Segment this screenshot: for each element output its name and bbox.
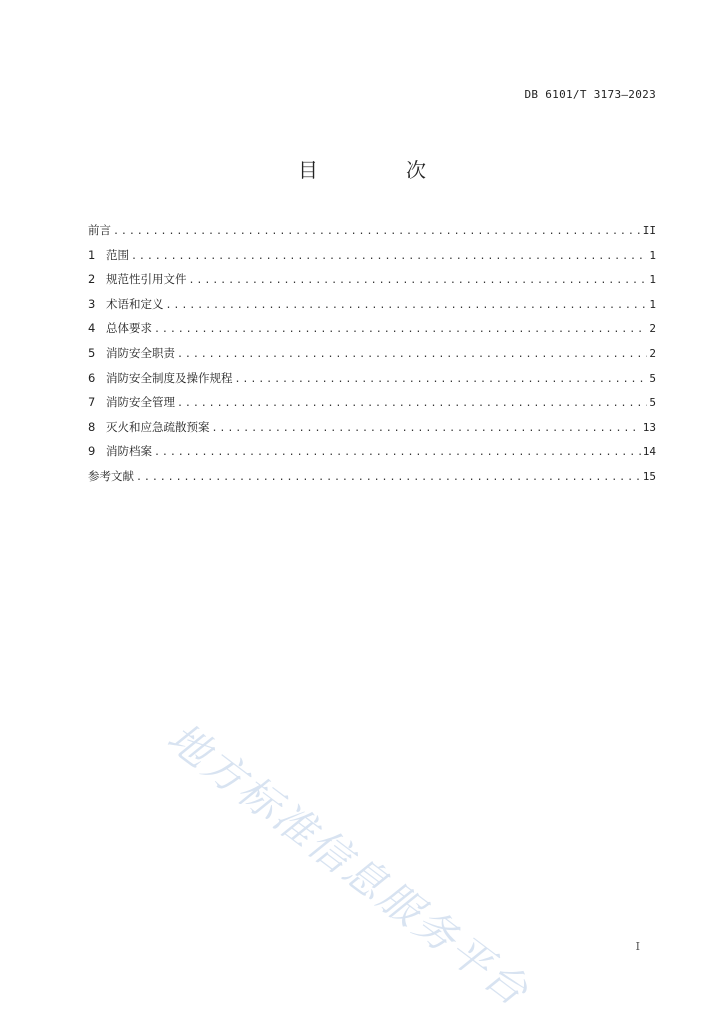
toc-label: 消防安全管理 xyxy=(106,395,175,410)
toc-entry-9[interactable] xyxy=(88,439,656,464)
page-number: I xyxy=(635,940,640,953)
toc-page: 13 xyxy=(642,420,656,434)
toc-page: II xyxy=(642,224,656,237)
toc-entry-4[interactable] xyxy=(88,316,656,341)
toc-page: 15 xyxy=(642,469,656,483)
toc-number: 1 xyxy=(88,247,96,262)
leader-dots xyxy=(177,392,647,417)
toc-label: 术语和定义 xyxy=(106,296,164,311)
toc-number: 3 xyxy=(88,296,96,311)
toc-entry-7[interactable] xyxy=(88,390,656,415)
toc-page: 5 xyxy=(649,396,656,410)
leader-dots xyxy=(136,466,641,491)
leader-dots xyxy=(189,269,648,294)
toc-entry-references[interactable] xyxy=(88,464,656,489)
toc-page: 14 xyxy=(642,445,656,459)
toc-page: 2 xyxy=(649,322,656,336)
toc-entry-8[interactable] xyxy=(88,415,656,440)
toc-number: 2 xyxy=(88,272,96,287)
toc-entry-preface[interactable] xyxy=(88,218,656,243)
leader-dots xyxy=(177,343,647,368)
toc-label: 灭火和应急疏散预案 xyxy=(106,419,210,434)
toc-entry-2[interactable] xyxy=(88,267,656,292)
toc-label: 范围 xyxy=(106,247,129,262)
toc-number: 7 xyxy=(88,395,96,410)
leader-dots xyxy=(131,245,647,270)
toc-number: 4 xyxy=(88,321,96,336)
watermark: 地方标准信息服务平台 xyxy=(158,713,539,1017)
toc-number: 5 xyxy=(88,345,96,360)
leader-dots xyxy=(154,441,641,466)
toc-entry-5[interactable] xyxy=(88,341,656,366)
toc-label: 消防档案 xyxy=(106,444,152,459)
toc-label: 规范性引用文件 xyxy=(106,272,187,287)
toc-page: 5 xyxy=(649,371,656,385)
toc-label: 参考文献 xyxy=(88,468,134,483)
toc-label: 前言 xyxy=(88,223,111,237)
page-title: 目 次 xyxy=(298,158,460,182)
toc-page: 1 xyxy=(649,273,656,287)
leader-dots xyxy=(166,294,648,319)
toc-page: 2 xyxy=(649,346,656,360)
toc-number: 6 xyxy=(88,370,96,385)
leader-dots xyxy=(235,368,648,393)
leader-dots xyxy=(154,318,647,343)
toc-number: 9 xyxy=(88,444,96,459)
standard-code: DB 6101/T 3173—2023 xyxy=(524,88,656,101)
toc-page: 1 xyxy=(649,248,656,262)
toc-entry-3[interactable] xyxy=(88,292,656,317)
toc-label: 消防安全职责 xyxy=(106,345,175,360)
leader-dots xyxy=(212,417,641,442)
table-of-contents xyxy=(88,218,656,489)
toc-page: 1 xyxy=(649,297,656,311)
leader-dots xyxy=(113,220,641,245)
toc-label: 总体要求 xyxy=(106,321,152,336)
toc-entry-1[interactable] xyxy=(88,243,656,268)
toc-number: 8 xyxy=(88,419,96,434)
toc-entry-6[interactable] xyxy=(88,366,656,391)
toc-label: 消防安全制度及操作规程 xyxy=(106,370,233,385)
